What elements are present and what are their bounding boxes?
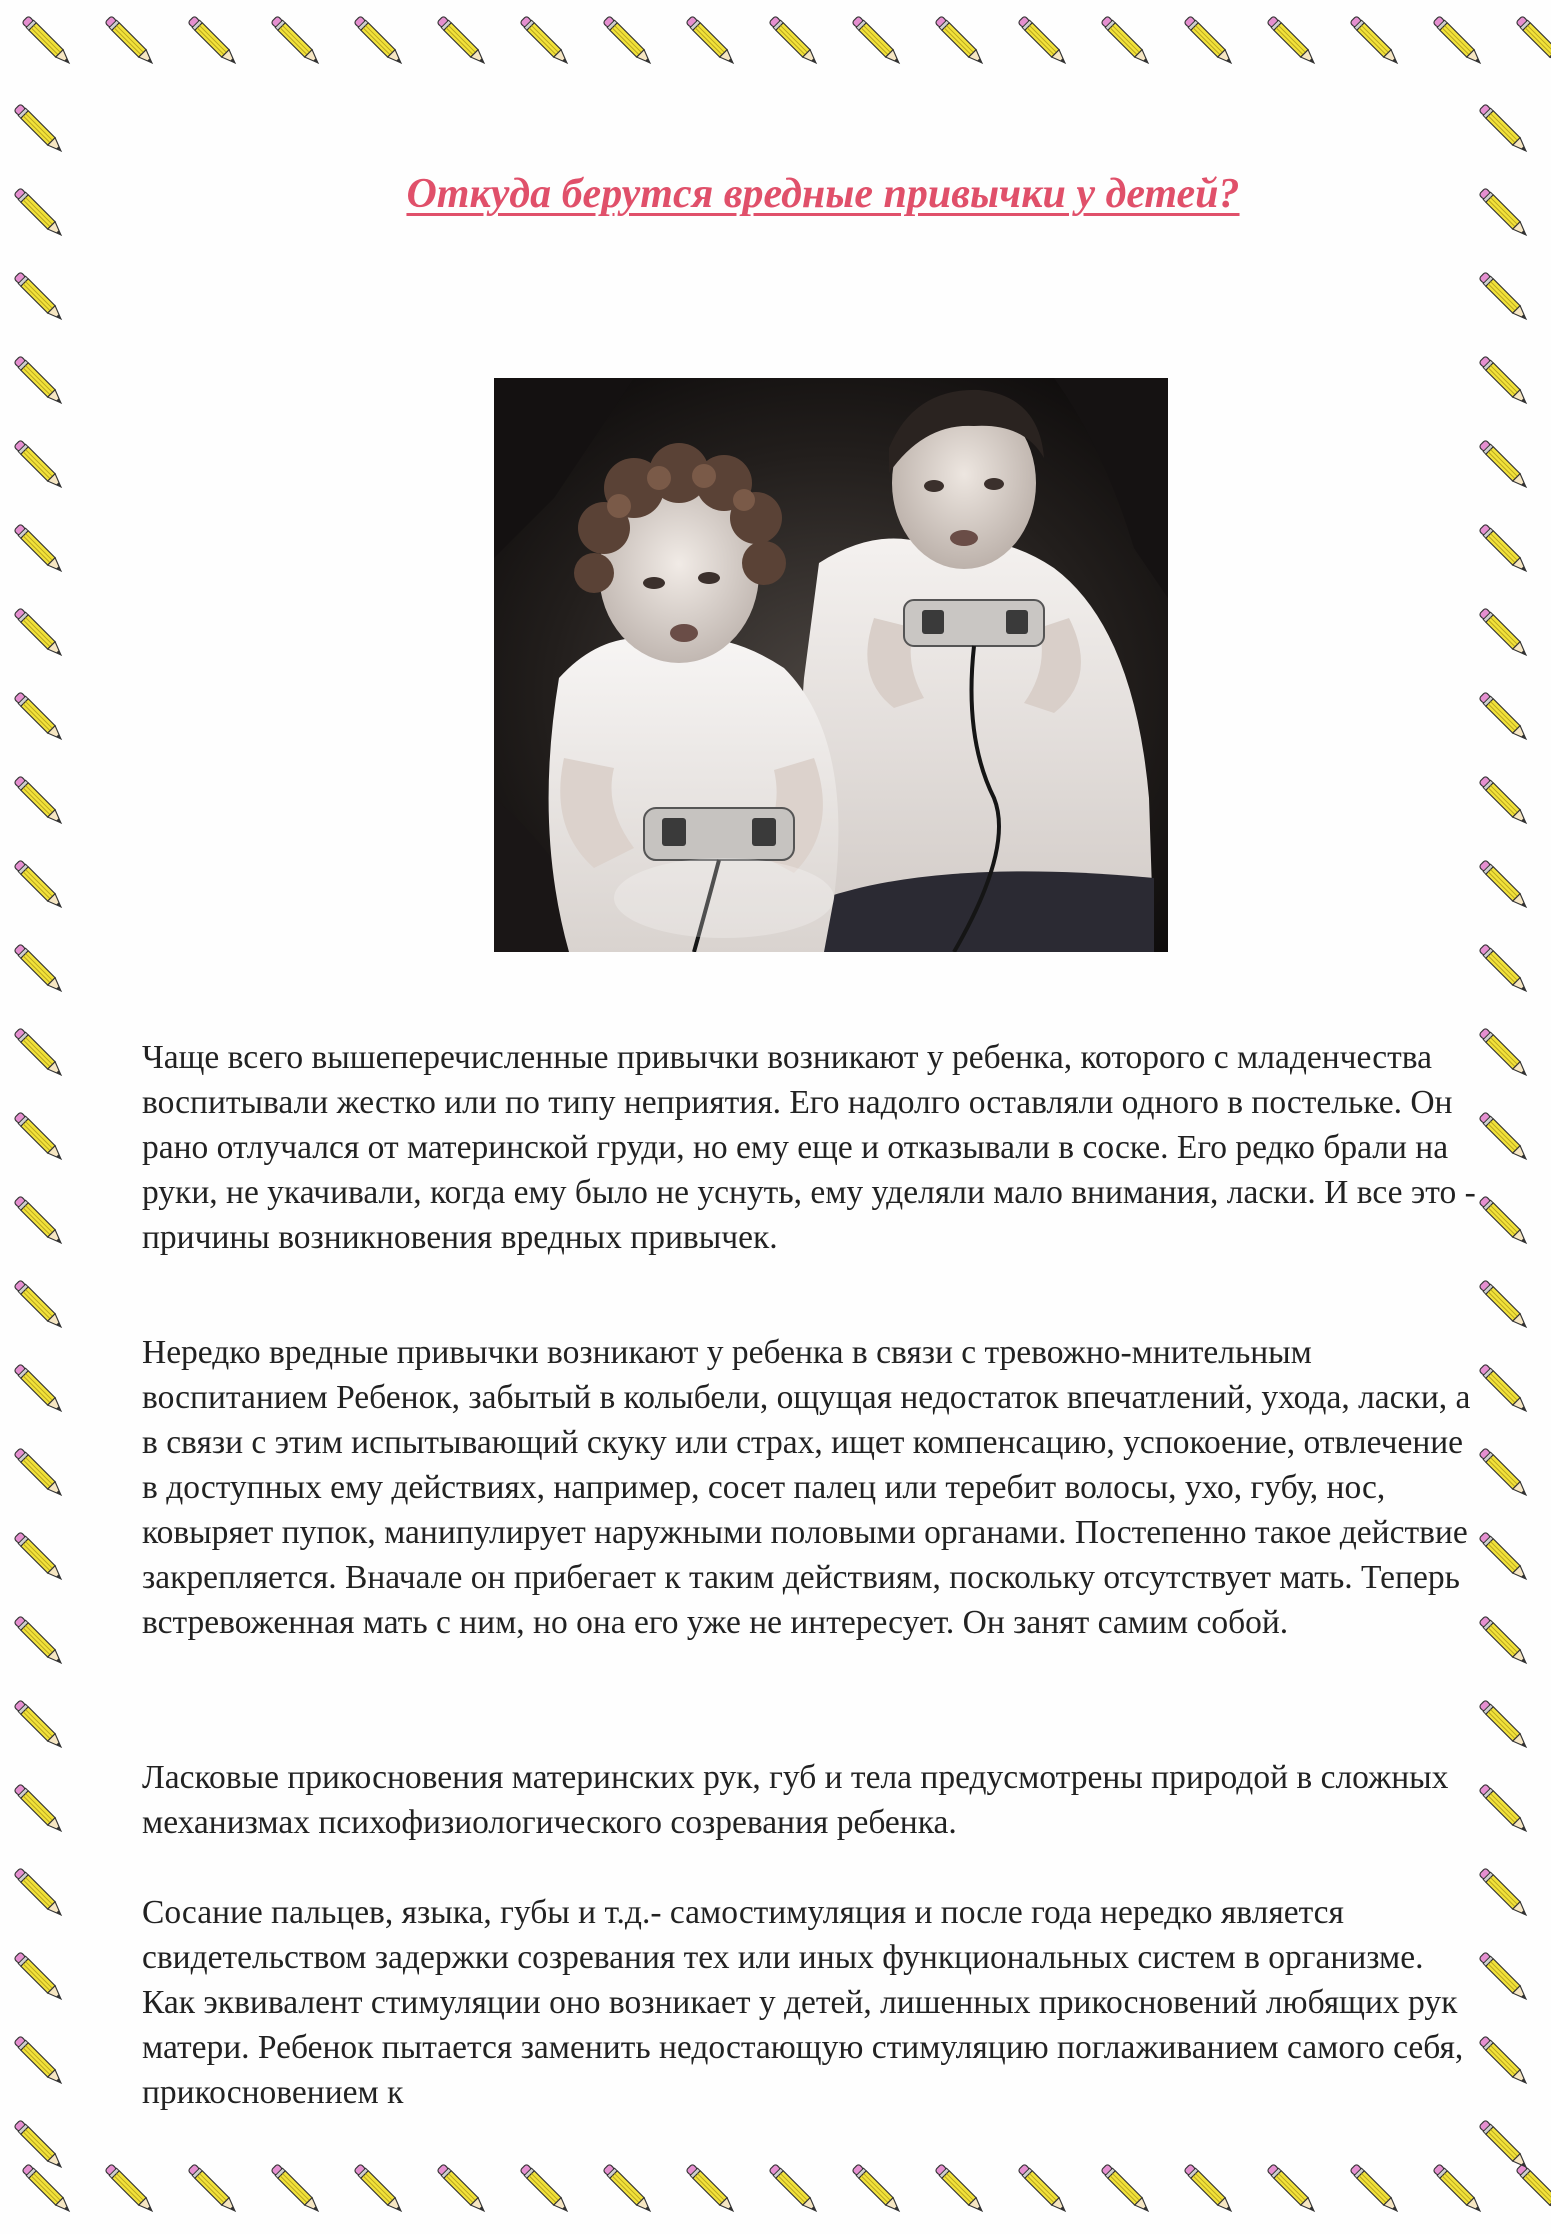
pencil-icon	[270, 15, 322, 67]
pencil-icon	[934, 2163, 986, 2215]
pencil-icon	[13, 691, 65, 743]
pencil-icon	[519, 15, 571, 67]
pencil-icon	[602, 15, 654, 67]
pencil-icon	[1183, 2163, 1235, 2215]
pencil-icon	[13, 1027, 65, 1079]
pencil-icon	[270, 2163, 322, 2215]
pencil-icon	[21, 2163, 73, 2215]
pencil-icon	[1478, 1783, 1530, 1835]
pencil-icon	[187, 15, 239, 67]
pencil-icon	[13, 1111, 65, 1163]
pencil-icon	[1017, 2163, 1069, 2215]
pencil-icon	[519, 2163, 571, 2215]
pencil-icon	[1478, 2035, 1530, 2087]
paragraph-3: Ласковые прикосновения материнских рук, губ и тела предусмотрены природой в сложных механизмах психофизиологического созревания ребенка.	[142, 1759, 1449, 1841]
pencil-icon	[1478, 607, 1530, 659]
pencil-icon	[1478, 859, 1530, 911]
pencil-icon	[13, 2119, 65, 2171]
pencil-icon	[1349, 2163, 1401, 2215]
pencil-icon	[1478, 1195, 1530, 1247]
pencil-icon	[1478, 1279, 1530, 1331]
pencil-icon	[13, 1867, 65, 1919]
pencil-icon	[21, 15, 73, 67]
pencil-icon	[1478, 103, 1530, 155]
pencil-icon	[768, 15, 820, 67]
pencil-icon	[13, 1699, 65, 1751]
pencil-icon	[13, 1363, 65, 1415]
pencil-icon	[1266, 2163, 1318, 2215]
pencil-icon	[13, 1783, 65, 1835]
pencil-icon	[1478, 439, 1530, 491]
pencil-icon	[13, 2035, 65, 2087]
pencil-icon	[353, 15, 405, 67]
pencil-icon	[13, 943, 65, 995]
pencil-icon	[1349, 15, 1401, 67]
pencil-icon	[436, 15, 488, 67]
pencil-icon	[13, 271, 65, 323]
pencil-icon	[1432, 2163, 1484, 2215]
pencil-icon	[1515, 15, 1551, 67]
pencil-icon	[13, 187, 65, 239]
pencil-icon	[1017, 15, 1069, 67]
pencil-icon	[851, 15, 903, 67]
pencil-icon	[768, 2163, 820, 2215]
pencil-icon	[13, 1615, 65, 1667]
pencil-icon	[1478, 1867, 1530, 1919]
pencil-icon	[13, 439, 65, 491]
page-title: Откуда берутся вредные привычки у детей?	[406, 171, 1240, 217]
pencil-icon	[1266, 15, 1318, 67]
pencil-icon	[13, 1279, 65, 1331]
pencil-icon	[1478, 943, 1530, 995]
children-gaming-photo	[494, 378, 1168, 952]
pencil-icon	[1478, 691, 1530, 743]
pencil-icon	[187, 2163, 239, 2215]
pencil-icon	[13, 1951, 65, 2003]
pencil-icon	[1515, 2163, 1551, 2215]
pencil-icon	[1100, 15, 1152, 67]
pencil-icon	[1478, 523, 1530, 575]
pencil-icon	[1432, 15, 1484, 67]
pencil-icon	[436, 2163, 488, 2215]
pencil-icon	[1478, 355, 1530, 407]
pencil-icon	[1478, 775, 1530, 827]
pencil-icon	[1478, 1531, 1530, 1583]
pencil-icon	[13, 1195, 65, 1247]
pencil-icon	[104, 2163, 156, 2215]
pencil-icon	[13, 775, 65, 827]
pencil-icon	[13, 1447, 65, 1499]
pencil-icon	[1478, 2119, 1530, 2171]
pencil-icon	[1183, 15, 1235, 67]
pencil-icon	[1478, 1615, 1530, 1667]
pencil-icon	[13, 523, 65, 575]
pencil-icon	[1478, 1363, 1530, 1415]
pencil-icon	[934, 15, 986, 67]
pencil-icon	[1478, 1951, 1530, 2003]
pencil-icon	[1478, 1699, 1530, 1751]
pencil-icon	[851, 2163, 903, 2215]
pencil-icon	[13, 355, 65, 407]
pencil-icon	[13, 859, 65, 911]
pencil-icon	[1100, 2163, 1152, 2215]
pencil-icon	[13, 103, 65, 155]
paragraph-1: Чаще всего вышеперечисленные привычки возникают у ребенка, которого с младенчества воспитывали жестко или по типу неприятия. Его надолго оставляли одного в постельке. Он рано отлучался от материнской груди, но ему еще и отказывали в соске. Его редко брали на руки, не укачивали, когда ему было не уснуть, ему уделяли мало внимания, ласки. И все это - причины возникновения вредных привычек.	[142, 1039, 1476, 1256]
pencil-icon	[685, 15, 737, 67]
pencil-icon	[1478, 1111, 1530, 1163]
pencil-icon	[353, 2163, 405, 2215]
pencil-icon	[685, 2163, 737, 2215]
paragraph-2: Нередко вредные привычки возникают у ребенка в связи с тревожно-мнительным воспитанием Ребенок, забытый в колыбели, ощущая недостаток впечатлений, ухода, ласки, а в связи с этим испытывающий скуку или страх, ищет компенсацию, успокоение, отвлечение в доступных ему действиях, например, сосет палец или теребит волосы, ухо, губу, нос, ковыряет пупок, манипулирует наружными половыми органами. Постепенно такое действие закрепляется. Вначале он прибегает к таким действиям, поскольку отсутствует мать. Теперь встревоженная мать с ним, но она его уже не интересует. Он занят самим собой.	[142, 1334, 1471, 1641]
pencil-icon	[602, 2163, 654, 2215]
pencil-icon	[13, 1531, 65, 1583]
pencil-icon	[13, 607, 65, 659]
pencil-icon	[1478, 271, 1530, 323]
pencil-icon	[1478, 1027, 1530, 1079]
pencil-icon	[104, 15, 156, 67]
pencil-icon	[1478, 1447, 1530, 1499]
paragraph-4: Сосание пальцев, языка, губы и т.д.- самостимуляция и после года нередко является свидетельством задержки созревания тех или иных функциональных систем в организме. Как эквивалент стимуляции оно возникает у детей, лишенных прикосновений любящих рук матери. Ребенок пытается заменить недостающую стимуляцию поглаживанием самого себя, прикосновением к	[142, 1894, 1464, 2111]
